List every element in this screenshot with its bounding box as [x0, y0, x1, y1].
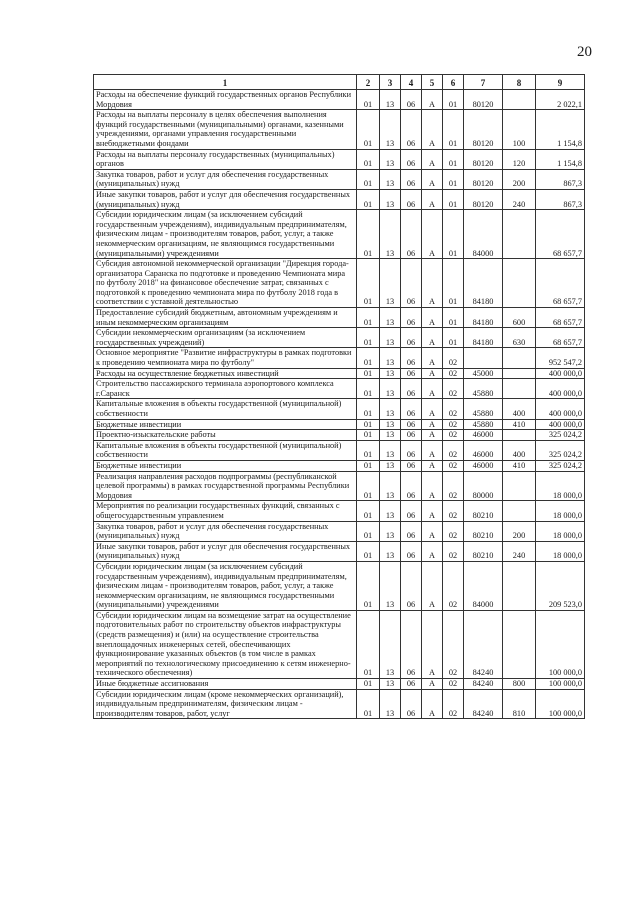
- table-row: [94, 471, 585, 501]
- subsection-code-cell: 13: [380, 521, 401, 541]
- amount-cell: 1 154,8: [536, 149, 585, 169]
- section-code-cell: 01: [357, 210, 380, 259]
- event-code-cell: 01: [443, 169, 464, 189]
- amount-cell: 400 000,0: [536, 419, 585, 430]
- row-name-cell: Иные бюджетные ассигнования: [94, 679, 357, 690]
- expense-type-cell: [503, 430, 536, 441]
- section-code-cell: 01: [357, 541, 380, 561]
- subprogram-code-cell: А: [422, 679, 443, 690]
- subsection-code-cell: 13: [380, 399, 401, 419]
- section-code-cell: 01: [357, 679, 380, 690]
- row-name-cell: Строительство пассажирского терминала аэропортового комплекса г.Саранск: [94, 379, 357, 399]
- row-name-cell: Закупка товаров, работ и услуг для обеспечения государственных (муниципальных) нужд: [94, 521, 357, 541]
- subsection-code-cell: 13: [380, 501, 401, 521]
- table-row: [94, 561, 585, 610]
- subprogram-code-cell: А: [422, 210, 443, 259]
- event-code-cell: 01: [443, 328, 464, 348]
- section-code-cell: 01: [357, 561, 380, 610]
- table-row: [94, 501, 585, 521]
- table-row: [94, 368, 585, 379]
- subsection-code-cell: 13: [380, 259, 401, 308]
- table-row: [94, 521, 585, 541]
- table-row: [94, 308, 585, 328]
- amount-cell: 400 000,0: [536, 379, 585, 399]
- expense-type-cell: [503, 501, 536, 521]
- budget-table: [93, 74, 585, 719]
- expense-type-cell: 600: [503, 308, 536, 328]
- direction-code-cell: 84240: [464, 689, 503, 719]
- expense-type-cell: 800: [503, 679, 536, 690]
- amount-cell: 2 022,1: [536, 90, 585, 110]
- amount-cell: 209 523,0: [536, 561, 585, 610]
- table-row: [94, 610, 585, 678]
- amount-cell: 100 000,0: [536, 689, 585, 719]
- column-header: 7: [464, 75, 503, 90]
- event-code-cell: 01: [443, 259, 464, 308]
- amount-cell: 952 547,2: [536, 348, 585, 368]
- column-header: 1: [94, 75, 357, 90]
- section-code-cell: 01: [357, 368, 380, 379]
- amount-cell: 100 000,0: [536, 610, 585, 678]
- program-code-cell: 06: [401, 169, 422, 189]
- section-code-cell: 01: [357, 189, 380, 209]
- row-name-cell: Субсидии юридическим лицам (за исключением субсидий государственным учреждениям), индивидуальным предпринимателям, физическим лицам - производителям товаров, работ, услуг, а также некоммерческим организациям, не являющимся государственными (муниципальными) учреждениями: [94, 210, 357, 259]
- amount-cell: 18 000,0: [536, 541, 585, 561]
- subprogram-code-cell: А: [422, 471, 443, 501]
- row-name-cell: Субсидии юридическим лицам (за исключением субсидий государственным учреждениям), индивидуальным предпринимателям, физическим лицам - производителям товаров, работ, услуг, а также некоммерческим организациям, не являющимся государственными (муниципальными) учреждениями: [94, 561, 357, 610]
- program-code-cell: 06: [401, 419, 422, 430]
- section-code-cell: 01: [357, 471, 380, 501]
- amount-cell: 867,3: [536, 169, 585, 189]
- expense-type-cell: 100: [503, 110, 536, 149]
- subsection-code-cell: 13: [380, 368, 401, 379]
- table-row: [94, 679, 585, 690]
- row-name-cell: Субсидия автономной некоммерческой организации "Дирекция города-организатора Саранска по подготовке и проведению Чемпионата мира по футболу 2018" на финансовое обеспечение затрат, связанных с подготовкой к проведению чемпионата мира по футболу 2018 года в соответствии с уставной деятельностью: [94, 259, 357, 308]
- subsection-code-cell: 13: [380, 348, 401, 368]
- section-code-cell: 01: [357, 399, 380, 419]
- expense-type-cell: 410: [503, 460, 536, 471]
- direction-code-cell: 46000: [464, 440, 503, 460]
- expense-type-cell: [503, 561, 536, 610]
- table-row: [94, 110, 585, 149]
- section-code-cell: 01: [357, 689, 380, 719]
- direction-code-cell: [464, 348, 503, 368]
- program-code-cell: 06: [401, 471, 422, 501]
- program-code-cell: 06: [401, 521, 422, 541]
- table-row: [94, 440, 585, 460]
- column-header: 2: [357, 75, 380, 90]
- event-code-cell: 02: [443, 460, 464, 471]
- subprogram-code-cell: А: [422, 189, 443, 209]
- program-code-cell: 06: [401, 90, 422, 110]
- program-code-cell: 06: [401, 110, 422, 149]
- amount-cell: 400 000,0: [536, 368, 585, 379]
- subsection-code-cell: 13: [380, 689, 401, 719]
- event-code-cell: 02: [443, 368, 464, 379]
- direction-code-cell: 80120: [464, 110, 503, 149]
- column-header: 8: [503, 75, 536, 90]
- subsection-code-cell: 13: [380, 471, 401, 501]
- amount-cell: 18 000,0: [536, 501, 585, 521]
- table-row: [94, 90, 585, 110]
- expense-type-cell: [503, 610, 536, 678]
- table-row: [94, 379, 585, 399]
- program-code-cell: 06: [401, 430, 422, 441]
- table-body: [94, 90, 585, 719]
- subprogram-code-cell: А: [422, 561, 443, 610]
- row-name-cell: Проектно-изыскательские работы: [94, 430, 357, 441]
- amount-cell: 100 000,0: [536, 679, 585, 690]
- direction-code-cell: 45880: [464, 379, 503, 399]
- subprogram-code-cell: А: [422, 440, 443, 460]
- event-code-cell: 02: [443, 541, 464, 561]
- subsection-code-cell: 13: [380, 379, 401, 399]
- expense-type-cell: [503, 348, 536, 368]
- column-header: 3: [380, 75, 401, 90]
- subsection-code-cell: 13: [380, 561, 401, 610]
- subsection-code-cell: 13: [380, 419, 401, 430]
- event-code-cell: 01: [443, 90, 464, 110]
- table-row: [94, 169, 585, 189]
- subprogram-code-cell: А: [422, 308, 443, 328]
- direction-code-cell: 80000: [464, 471, 503, 501]
- amount-cell: 325 024,2: [536, 430, 585, 441]
- event-code-cell: 01: [443, 210, 464, 259]
- direction-code-cell: 84180: [464, 259, 503, 308]
- event-code-cell: 02: [443, 521, 464, 541]
- direction-code-cell: 84240: [464, 679, 503, 690]
- subprogram-code-cell: А: [422, 90, 443, 110]
- section-code-cell: 01: [357, 149, 380, 169]
- program-code-cell: 06: [401, 460, 422, 471]
- expense-type-cell: 400: [503, 440, 536, 460]
- program-code-cell: 06: [401, 440, 422, 460]
- subsection-code-cell: 13: [380, 430, 401, 441]
- event-code-cell: 02: [443, 348, 464, 368]
- amount-cell: 1 154,8: [536, 110, 585, 149]
- direction-code-cell: 80210: [464, 521, 503, 541]
- column-header: 9: [536, 75, 585, 90]
- expense-type-cell: [503, 368, 536, 379]
- row-name-cell: Предоставление субсидий бюджетным, автономным учреждениям и иным некоммерческим организациям: [94, 308, 357, 328]
- subprogram-code-cell: А: [422, 379, 443, 399]
- row-name-cell: Бюджетные инвестиции: [94, 419, 357, 430]
- subprogram-code-cell: А: [422, 419, 443, 430]
- section-code-cell: 01: [357, 259, 380, 308]
- row-name-cell: Иные закупки товаров, работ и услуг для обеспечения государственных (муниципальных) нужд: [94, 541, 357, 561]
- amount-cell: 400 000,0: [536, 399, 585, 419]
- event-code-cell: 01: [443, 308, 464, 328]
- direction-code-cell: 84240: [464, 610, 503, 678]
- section-code-cell: 01: [357, 440, 380, 460]
- row-name-cell: Закупка товаров, работ и услуг для обеспечения государственных (муниципальных) нужд: [94, 169, 357, 189]
- expense-type-cell: [503, 471, 536, 501]
- expense-type-cell: 240: [503, 189, 536, 209]
- event-code-cell: 02: [443, 419, 464, 430]
- expense-type-cell: [503, 210, 536, 259]
- row-name-cell: Реализация направления расходов подпрограммы (республиканской целевой программы) в рамках государственной программы Республики Мордовия: [94, 471, 357, 501]
- section-code-cell: 01: [357, 430, 380, 441]
- section-code-cell: 01: [357, 610, 380, 678]
- section-code-cell: 01: [357, 348, 380, 368]
- program-code-cell: 06: [401, 308, 422, 328]
- table-row: [94, 689, 585, 719]
- section-code-cell: 01: [357, 501, 380, 521]
- table-row: [94, 419, 585, 430]
- expense-type-cell: 120: [503, 149, 536, 169]
- direction-code-cell: 80210: [464, 501, 503, 521]
- section-code-cell: 01: [357, 110, 380, 149]
- direction-code-cell: 80120: [464, 149, 503, 169]
- program-code-cell: 06: [401, 328, 422, 348]
- expense-type-cell: [503, 379, 536, 399]
- row-name-cell: Иные закупки товаров, работ и услуг для обеспечения государственных (муниципальных) нужд: [94, 189, 357, 209]
- subprogram-code-cell: А: [422, 541, 443, 561]
- amount-cell: 325 024,2: [536, 460, 585, 471]
- subsection-code-cell: 13: [380, 541, 401, 561]
- program-code-cell: 06: [401, 149, 422, 169]
- row-name-cell: Мероприятия по реализации государственных функций, связанных с общегосударственным управлением: [94, 501, 357, 521]
- subsection-code-cell: 13: [380, 610, 401, 678]
- row-name-cell: Расходы на выплаты персоналу государственных (муниципальных) органов: [94, 149, 357, 169]
- direction-code-cell: 80210: [464, 541, 503, 561]
- program-code-cell: 06: [401, 210, 422, 259]
- page-number: 20: [577, 44, 592, 60]
- event-code-cell: 02: [443, 561, 464, 610]
- expense-type-cell: [503, 259, 536, 308]
- row-name-cell: Бюджетные инвестиции: [94, 460, 357, 471]
- subsection-code-cell: 13: [380, 90, 401, 110]
- row-name-cell: Расходы на обеспечение функций государственных органов Республики Мордовия: [94, 90, 357, 110]
- table-row: [94, 259, 585, 308]
- expense-type-cell: 240: [503, 541, 536, 561]
- amount-cell: 68 657,7: [536, 308, 585, 328]
- direction-code-cell: 80120: [464, 169, 503, 189]
- column-header: 6: [443, 75, 464, 90]
- expense-type-cell: [503, 90, 536, 110]
- program-code-cell: 06: [401, 259, 422, 308]
- event-code-cell: 02: [443, 471, 464, 501]
- expense-type-cell: 630: [503, 328, 536, 348]
- event-code-cell: 02: [443, 379, 464, 399]
- event-code-cell: 01: [443, 149, 464, 169]
- amount-cell: 18 000,0: [536, 521, 585, 541]
- column-header: 5: [422, 75, 443, 90]
- program-code-cell: 06: [401, 189, 422, 209]
- table-row: [94, 149, 585, 169]
- direction-code-cell: 84000: [464, 561, 503, 610]
- program-code-cell: 06: [401, 679, 422, 690]
- table-row: [94, 460, 585, 471]
- subsection-code-cell: 13: [380, 210, 401, 259]
- event-code-cell: 02: [443, 501, 464, 521]
- subsection-code-cell: 13: [380, 460, 401, 471]
- expense-type-cell: 200: [503, 169, 536, 189]
- section-code-cell: 01: [357, 308, 380, 328]
- event-code-cell: 02: [443, 430, 464, 441]
- row-name-cell: Субсидии юридическим лицам на возмещение затрат на осуществление подготовительных работ по строительству объектов инфраструктуры (средств размещения) и (или) на осуществление строительства внеплощадочных инженерных сетей, обеспечивающих функционирование указанных объектов (в том числе в рамках мероприятий по технологическому присоединению к сетям инженерно-технического обеспечения): [94, 610, 357, 678]
- event-code-cell: 02: [443, 679, 464, 690]
- section-code-cell: 01: [357, 419, 380, 430]
- row-name-cell: Расходы на выплаты персоналу в целях обеспечения выполнения функций государственными (муниципальными) органами, казенными учреждениями, органами управления государственными внебюджетными фондами: [94, 110, 357, 149]
- direction-code-cell: 84180: [464, 308, 503, 328]
- amount-cell: 18 000,0: [536, 471, 585, 501]
- subprogram-code-cell: А: [422, 430, 443, 441]
- subsection-code-cell: 13: [380, 679, 401, 690]
- event-code-cell: 02: [443, 689, 464, 719]
- expense-type-cell: 200: [503, 521, 536, 541]
- event-code-cell: 02: [443, 399, 464, 419]
- subprogram-code-cell: А: [422, 368, 443, 379]
- subprogram-code-cell: А: [422, 259, 443, 308]
- amount-cell: 68 657,7: [536, 210, 585, 259]
- direction-code-cell: 45880: [464, 399, 503, 419]
- amount-cell: 325 024,2: [536, 440, 585, 460]
- direction-code-cell: 80120: [464, 90, 503, 110]
- section-code-cell: 01: [357, 328, 380, 348]
- event-code-cell: 02: [443, 610, 464, 678]
- amount-cell: 68 657,7: [536, 328, 585, 348]
- section-code-cell: 01: [357, 379, 380, 399]
- subprogram-code-cell: А: [422, 610, 443, 678]
- table-row: [94, 210, 585, 259]
- program-code-cell: 06: [401, 379, 422, 399]
- program-code-cell: 06: [401, 501, 422, 521]
- row-name-cell: Основное мероприятие "Развитие инфраструктуры в рамках подготовки к проведению чемпионата мира по футболу": [94, 348, 357, 368]
- event-code-cell: 02: [443, 440, 464, 460]
- subsection-code-cell: 13: [380, 149, 401, 169]
- section-code-cell: 01: [357, 169, 380, 189]
- table-row: [94, 189, 585, 209]
- program-code-cell: 06: [401, 399, 422, 419]
- program-code-cell: 06: [401, 368, 422, 379]
- subprogram-code-cell: А: [422, 501, 443, 521]
- event-code-cell: 01: [443, 189, 464, 209]
- program-code-cell: 06: [401, 348, 422, 368]
- subsection-code-cell: 13: [380, 189, 401, 209]
- amount-cell: 68 657,7: [536, 259, 585, 308]
- subprogram-code-cell: А: [422, 521, 443, 541]
- section-code-cell: 01: [357, 460, 380, 471]
- subprogram-code-cell: А: [422, 348, 443, 368]
- amount-cell: 867,3: [536, 189, 585, 209]
- program-code-cell: 06: [401, 689, 422, 719]
- direction-code-cell: 45000: [464, 368, 503, 379]
- direction-code-cell: 46000: [464, 430, 503, 441]
- row-name-cell: Капитальные вложения в объекты государственной (муниципальной) собственности: [94, 440, 357, 460]
- program-code-cell: 06: [401, 561, 422, 610]
- row-name-cell: Расходы на осуществление бюджетных инвестиций: [94, 368, 357, 379]
- subprogram-code-cell: А: [422, 149, 443, 169]
- subsection-code-cell: 13: [380, 308, 401, 328]
- column-header: 4: [401, 75, 422, 90]
- table-row: [94, 328, 585, 348]
- subsection-code-cell: 13: [380, 440, 401, 460]
- table-header-row: [94, 75, 585, 90]
- direction-code-cell: 46000: [464, 460, 503, 471]
- row-name-cell: Субсидии некоммерческим организациям (за исключением государственных учреждений): [94, 328, 357, 348]
- direction-code-cell: 84180: [464, 328, 503, 348]
- subprogram-code-cell: А: [422, 169, 443, 189]
- subprogram-code-cell: А: [422, 110, 443, 149]
- subprogram-code-cell: А: [422, 689, 443, 719]
- row-name-cell: Капитальные вложения в объекты государственной (муниципальной) собственности: [94, 399, 357, 419]
- subsection-code-cell: 13: [380, 328, 401, 348]
- direction-code-cell: 45880: [464, 419, 503, 430]
- table-row: [94, 430, 585, 441]
- table-row: [94, 541, 585, 561]
- program-code-cell: 06: [401, 610, 422, 678]
- expense-type-cell: 810: [503, 689, 536, 719]
- section-code-cell: 01: [357, 90, 380, 110]
- section-code-cell: 01: [357, 521, 380, 541]
- expense-type-cell: 410: [503, 419, 536, 430]
- program-code-cell: 06: [401, 541, 422, 561]
- subprogram-code-cell: А: [422, 460, 443, 471]
- table-row: [94, 399, 585, 419]
- event-code-cell: 01: [443, 110, 464, 149]
- direction-code-cell: 84000: [464, 210, 503, 259]
- expense-type-cell: 400: [503, 399, 536, 419]
- direction-code-cell: 80120: [464, 189, 503, 209]
- table-row: [94, 348, 585, 368]
- subsection-code-cell: 13: [380, 110, 401, 149]
- subsection-code-cell: 13: [380, 169, 401, 189]
- subprogram-code-cell: А: [422, 328, 443, 348]
- subprogram-code-cell: А: [422, 399, 443, 419]
- row-name-cell: Субсидии юридическим лицам (кроме некоммерческих организаций), индивидуальным предпринимателям, физическим лицам - производителям товаров, работ, услуг: [94, 689, 357, 719]
